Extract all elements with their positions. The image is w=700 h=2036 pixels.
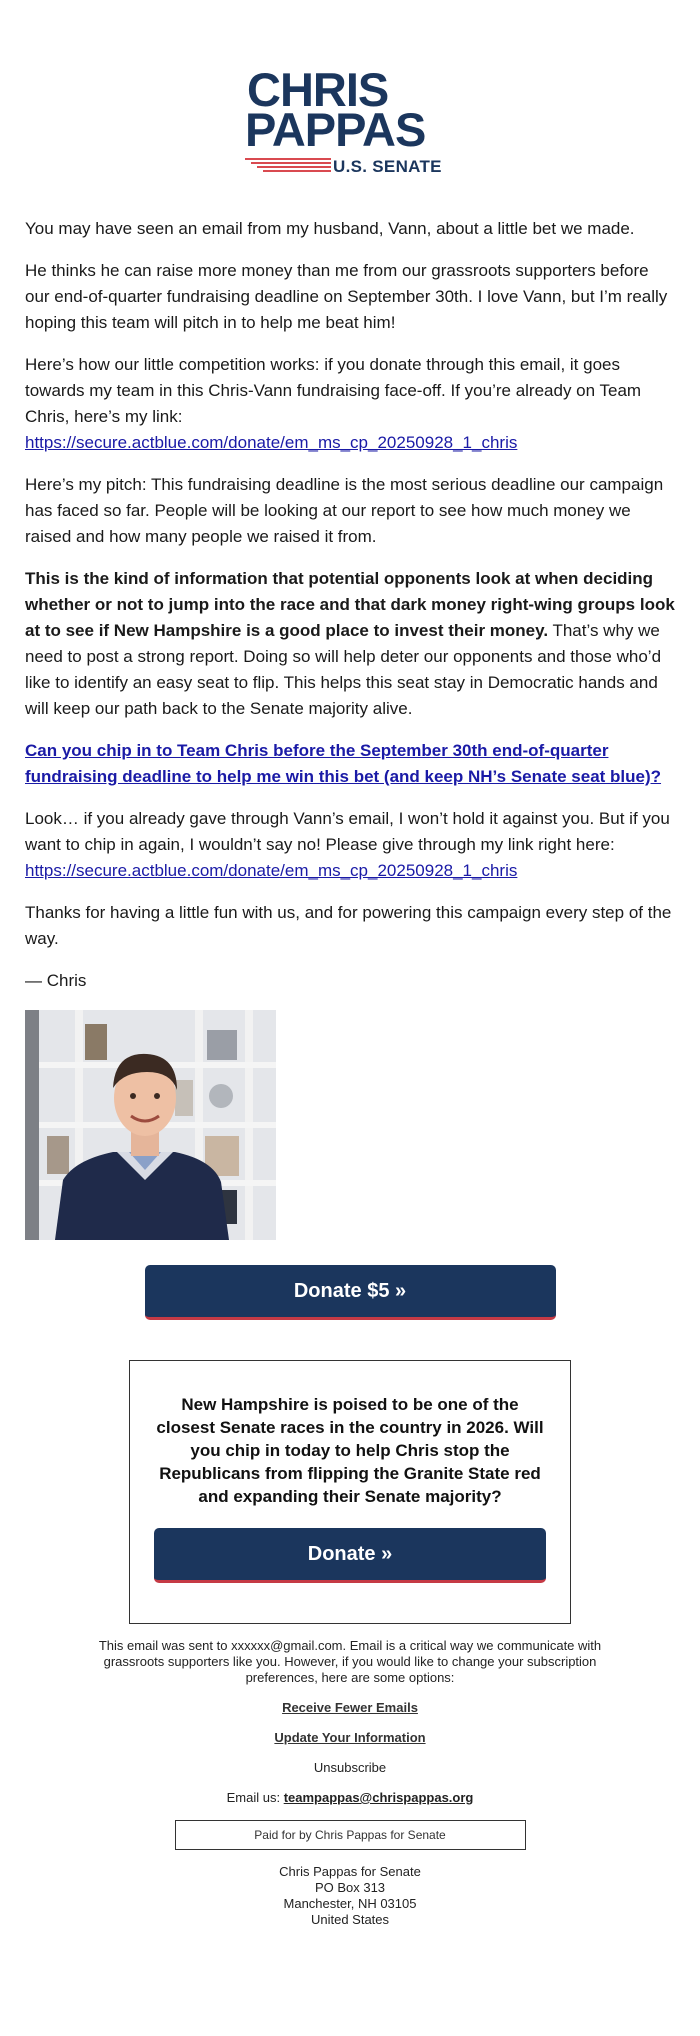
paragraph [25,806,675,884]
donate-button[interactable]: Donate » [154,1528,546,1583]
candidate-photo-illustration [25,1010,276,1240]
campaign-logo [245,62,455,178]
appeal-text: New Hampshire is poised to be one of the closest Senate races in the country in 2026. Will you chip in today to help Chris stop the Republicans from flipping the Granite State red and expanding their Senate majority? [156,1395,544,1506]
signoff: — Chris [25,971,87,990]
email-body [0,216,700,994]
footer-option [0,1730,700,1746]
paragraph: Here’s my pitch: This fundraising deadline is the most serious deadline our campaign has faced so far. People will be looking at our report to see how much money we raised and how many people we raised it from. [25,475,664,546]
paragraph-text: Look… if you already gave through Vann’s email, I won’t hold it against you. But if you want to chip in again, I wouldn’t say no! Please give through my link right here: [25,809,670,854]
donate-link[interactable]: https://secure.actblue.com/donate/em_ms_cp_20250928_1_chris [25,861,518,880]
candidate-photo [25,1010,276,1240]
cta-link[interactable]: Can you chip in to Team Chris before the September 30th end-of-quarter fundraising deadline to help me win this bet (and keep NH’s Senate seat blue)? [25,741,662,786]
cta-paragraph [25,738,675,790]
receive-fewer-emails-link[interactable]: Receive Fewer Emails [282,1700,418,1715]
footer-sent-notice: This email was sent to xxxxxx@gmail.com. Email is a critical way we communicate with grassroots supporters like you. However, if you would like to change your subscription preferences, here are some options: [98,1638,602,1685]
paragraph-text: That’s why we need to post a strong report. Doing so will help deter our opponents and those who’d like to identify an easy seat to flip. This helps this seat stay in Democratic hands and will keep our path back to the Senate majority alive. [25,621,662,718]
contact-email-link[interactable]: teampappas@chrispappas.org [283,1790,474,1805]
logo-line-2: PAPPAS [245,103,426,156]
address-line: United States [310,1912,390,1927]
unsubscribe-link[interactable]: Unsubscribe [313,1760,387,1775]
footer-email [0,1790,700,1806]
address-line: Chris Pappas for Senate [279,1864,421,1879]
logo-subtitle: U.S. SENATE [333,157,442,176]
email-page [0,62,700,1928]
logo-stripes [245,158,331,176]
bold-text: This is the kind of information that potential opponents look at when deciding whether or not to jump into the race and that dark money right-wing groups look at to see if New Hampshire is a good place to invest their money. [25,569,675,640]
email-label: Email us: [226,1790,284,1805]
footer-option [0,1700,700,1716]
paragraph [25,566,675,722]
mailing-address [0,1864,700,1928]
address-line: Manchester, NH 03105 [283,1896,417,1911]
paid-for-box: Paid for by Chris Pappas for Senate [175,1820,526,1850]
paragraph: You may have seen an email from my husband, Vann, about a little bet we made. [25,219,635,238]
paragraph: Thanks for having a little fun with us, and for powering this campaign every step of the way. [25,903,672,948]
update-information-link[interactable]: Update Your Information [274,1730,426,1745]
donate-link[interactable]: https://secure.actblue.com/donate/em_ms_cp_20250928_1_chris [25,433,518,452]
appeal-box [129,1360,571,1624]
logo-line-1: CHRIS [247,63,389,116]
donate-5-button[interactable]: Donate $5 » [145,1265,556,1320]
paragraph-text: Here’s how our little competition works: if you donate through this email, it goes towards my team in this Chris-Vann fundraising face-off. If you’re already on Team Chris, here’s my link: [25,355,642,426]
paragraph [25,352,675,456]
email-footer [0,1638,700,1928]
donate-5-wrap [0,1265,700,1320]
address-line: PO Box 313 [314,1880,386,1895]
paragraph: He thinks he can raise more money than me from our grassroots supporters before our end-of-quarter fundraising deadline on September 30th. I love Vann, but I’m really hoping this team will pitch in to help me beat him! [25,261,668,332]
